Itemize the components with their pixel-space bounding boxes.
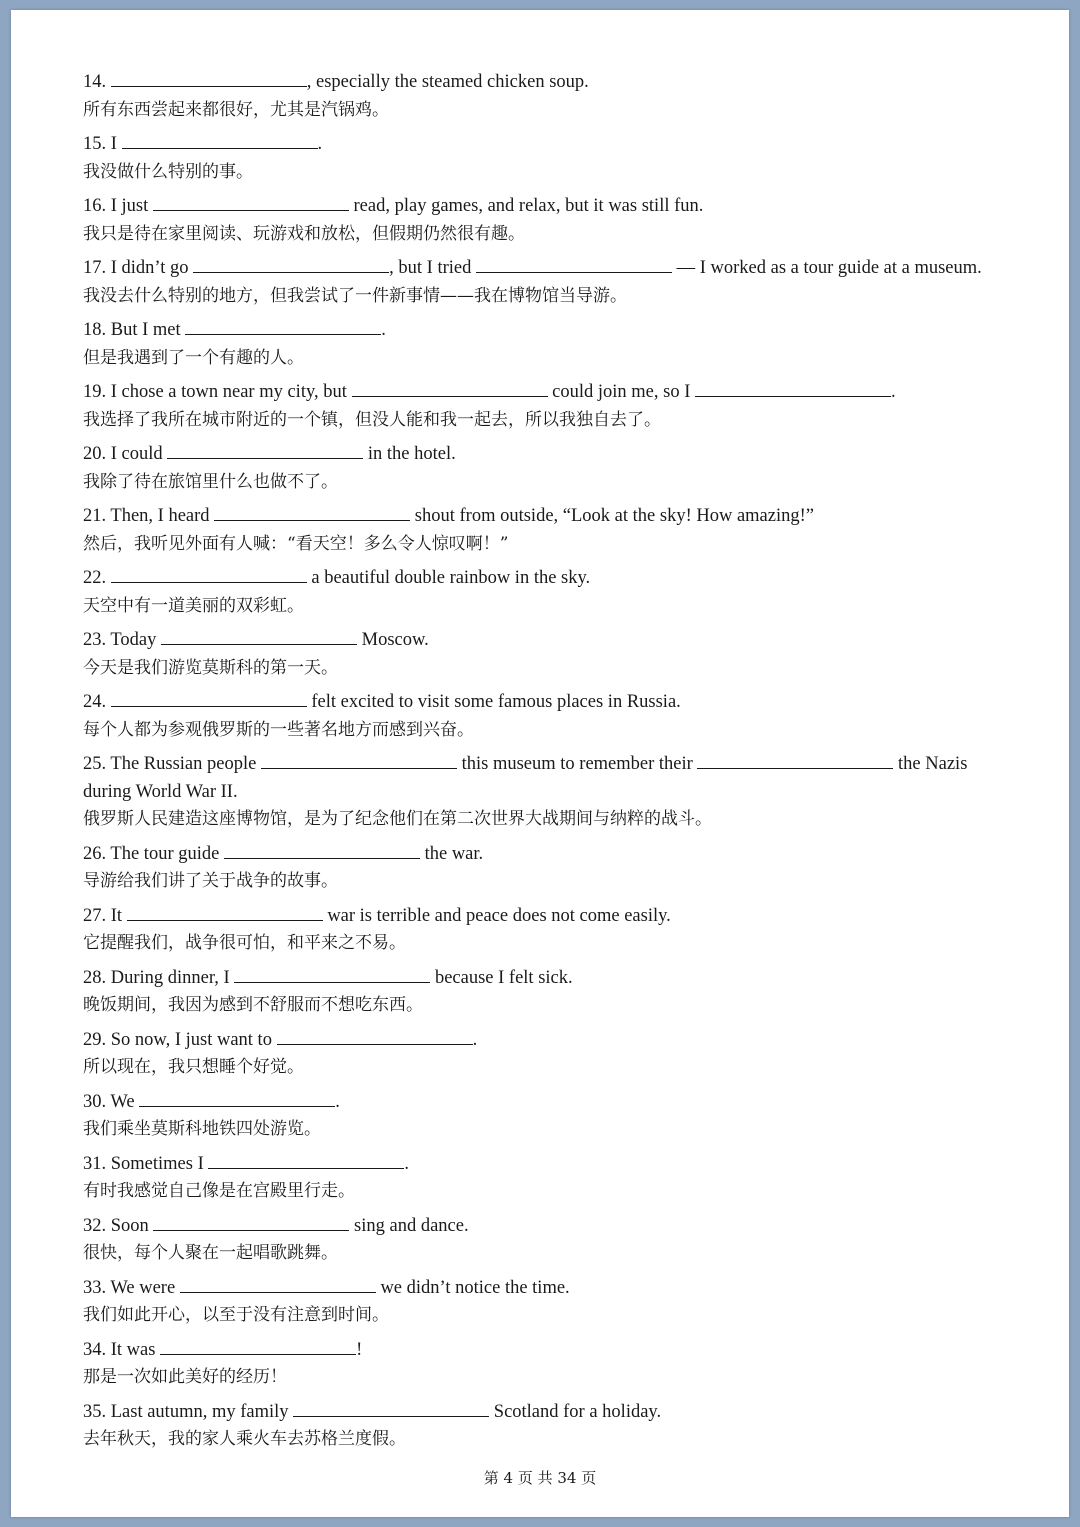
english-sentence: [83, 750, 983, 806]
chinese-translation: 我没去什么特别的地方，但我尝试了一件新事情——我在博物馆当导游。: [83, 285, 627, 306]
chinese-translation: 所有东西尝起来都很好，尤其是汽锅鸡。: [83, 99, 389, 120]
exercise-item: [83, 440, 983, 496]
english-sentence: [83, 440, 983, 469]
answer-blank[interactable]: [352, 378, 548, 397]
exercise-item: [83, 502, 983, 558]
english-sentence: [83, 964, 983, 993]
chinese-translation: 它提醒我们，战争很可怕，和平来之不易。: [83, 933, 406, 953]
sentence-text: the Nazis during World War II.: [83, 754, 968, 802]
sentence-text: 34. It was: [83, 1339, 161, 1360]
english-sentence: [83, 1150, 983, 1179]
document-page: [11, 10, 1069, 1517]
sentence-text: 31. Sometimes I: [83, 1153, 209, 1174]
sentence-text: !: [356, 1339, 363, 1360]
chinese-translation: 然后，我听见外面有人喊：“看天空！多么令人惊叹啊！”: [83, 533, 509, 554]
exercise-item: [83, 1026, 983, 1082]
sentence-text: 22.: [83, 568, 111, 588]
answer-blank[interactable]: [153, 1212, 349, 1231]
exercise-item: [83, 254, 983, 310]
answer-blank[interactable]: [277, 1026, 473, 1045]
sentence-text: .: [891, 382, 896, 402]
answer-blank[interactable]: [185, 316, 381, 335]
answer-blank[interactable]: [160, 1336, 356, 1355]
sentence-text: 19. I chose a town near my city, but: [83, 382, 352, 402]
answer-blank[interactable]: [127, 902, 323, 921]
english-sentence: [83, 1212, 983, 1241]
sentence-text: Scotland for a holiday.: [489, 1401, 662, 1422]
english-sentence: [83, 626, 983, 655]
sentence-text: 30. We: [83, 1091, 140, 1112]
exercise-item: [83, 1150, 983, 1206]
exercise-item: [83, 130, 983, 186]
sentence-text: felt excited to visit some famous places in Russia.: [306, 692, 681, 712]
chinese-translation: 我只是待在家里阅读、玩游戏和放松，但假期仍然很有趣。: [83, 223, 525, 244]
exercise-item: [83, 964, 983, 1020]
sentence-text: the war.: [419, 843, 484, 864]
answer-blank[interactable]: [161, 626, 357, 645]
english-sentence: [83, 840, 983, 869]
answer-blank[interactable]: [234, 964, 430, 983]
exercise-item: [83, 902, 983, 958]
chinese-translation: 所以现在，我只想睡个好觉。: [83, 1057, 304, 1077]
sentence-text: 23. Today: [83, 630, 162, 650]
sentence-text: .: [381, 320, 386, 340]
english-sentence: [83, 130, 983, 159]
chinese-translation: 导游给我们讲了关于战争的故事。: [83, 871, 338, 891]
chinese-translation: 天空中有一道美丽的双彩虹。: [83, 595, 304, 616]
sentence-text: .: [472, 1029, 478, 1050]
exercise-item: [83, 1212, 983, 1268]
english-sentence: [83, 688, 983, 717]
answer-blank[interactable]: [695, 378, 891, 397]
chinese-translation: 但是我遇到了一个有趣的人。: [83, 347, 304, 368]
answer-blank[interactable]: [180, 1274, 376, 1293]
sentence-text: 18. But I met: [83, 320, 186, 340]
english-sentence: [83, 1088, 983, 1117]
sentence-text: read, play games, and relax, but it was still fun.: [348, 196, 704, 216]
answer-blank[interactable]: [208, 1150, 404, 1169]
exercise-item: [83, 378, 983, 434]
sentence-text: 25. The Russian people: [83, 754, 261, 774]
answer-blank[interactable]: [261, 750, 457, 769]
answer-blank[interactable]: [224, 840, 420, 859]
sentence-text: 15. I: [83, 134, 122, 154]
answer-blank[interactable]: [111, 68, 307, 87]
exercise-item: [83, 564, 983, 620]
sentence-text: shout from outside, “Look at the sky! How amazing!”: [410, 506, 814, 526]
sentence-text: .: [335, 1091, 340, 1112]
exercise-item: [83, 750, 983, 834]
english-sentence: [83, 1336, 983, 1365]
english-sentence: [83, 378, 983, 407]
sentence-text: — I worked as a tour guide at a museum.: [671, 258, 982, 278]
english-sentence: [83, 1274, 983, 1303]
sentence-text: war is terrible and peace does not come easily.: [322, 905, 671, 926]
sentence-text: .: [404, 1153, 410, 1174]
answer-blank[interactable]: [293, 1398, 489, 1417]
sentence-text: 27. It: [83, 905, 127, 926]
chinese-translation: 今天是我们游览莫斯科的第一天。: [83, 657, 338, 678]
sentence-text: we didn’t notice the time.: [375, 1277, 570, 1298]
english-sentence: [83, 1026, 983, 1055]
sentence-text: 28. During dinner, I: [83, 967, 235, 988]
exercise-item: [83, 626, 983, 682]
chinese-translation: 很快，每个人聚在一起唱歌跳舞。: [83, 1243, 338, 1263]
chinese-translation: 有时我感觉自己像是在宫殿里行走。: [83, 1181, 355, 1201]
exercise-item: [83, 1336, 983, 1392]
sentence-text: 17. I didn’t go: [83, 258, 194, 278]
sentence-text: , but I tried: [389, 258, 476, 278]
chinese-translation: 我没做什么特别的事。: [83, 161, 253, 182]
chinese-translation: 我们乘坐莫斯科地铁四处游览。: [83, 1119, 321, 1139]
chinese-translation: 去年秋天，我的家人乘火车去苏格兰度假。: [83, 1429, 406, 1449]
sentence-text: 21. Then, I heard: [83, 506, 215, 526]
exercise-item: [83, 1398, 983, 1454]
answer-blank[interactable]: [214, 502, 410, 521]
sentence-text: because I felt sick.: [430, 967, 573, 988]
sentence-text: sing and dance.: [349, 1215, 469, 1236]
sentence-text: 24.: [83, 692, 111, 712]
english-sentence: [83, 502, 983, 531]
chinese-translation: 晚饭期间，我因为感到不舒服而不想吃东西。: [83, 995, 423, 1015]
sentence-text: 35. Last autumn, my family: [83, 1401, 294, 1422]
answer-blank[interactable]: [697, 750, 893, 769]
exercise-list: [83, 68, 983, 1460]
exercise-item: [83, 1274, 983, 1330]
sentence-text: 16. I just: [83, 196, 153, 216]
sentence-text: .: [317, 134, 323, 154]
chinese-translation: 那是一次如此美好的经历！: [83, 1367, 287, 1387]
answer-blank[interactable]: [167, 440, 363, 459]
sentence-text: 29. So now, I just want to: [83, 1029, 277, 1050]
sentence-text: 33. We were: [83, 1277, 180, 1298]
sentence-text: Moscow.: [357, 630, 429, 650]
exercise-item: [83, 840, 983, 896]
chinese-translation: 每个人都为参观俄罗斯的一些著名地方而感到兴奋。: [83, 719, 474, 740]
english-sentence: [83, 316, 983, 345]
answer-blank[interactable]: [111, 688, 307, 707]
answer-blank[interactable]: [476, 254, 672, 273]
sentence-text: could join me, so I: [547, 382, 695, 402]
english-sentence: [83, 68, 983, 97]
english-sentence: [83, 192, 983, 221]
english-sentence: [83, 564, 983, 593]
sentence-text: 32. Soon: [83, 1215, 154, 1236]
chinese-translation: 我选择了我所在城市附近的一个镇，但没人能和我一起去，所以我独自去了。: [83, 409, 661, 430]
answer-blank[interactable]: [122, 130, 318, 149]
chinese-translation: 我们如此开心，以至于没有注意到时间。: [83, 1305, 389, 1325]
sentence-text: a beautiful double rainbow in the sky.: [306, 568, 591, 588]
page-footer: 第 4 页 共 34 页: [483, 1469, 597, 1487]
sentence-text: 20. I could: [83, 444, 168, 464]
answer-blank[interactable]: [193, 254, 389, 273]
sentence-text: this museum to remember their: [456, 754, 698, 774]
answer-blank[interactable]: [153, 192, 349, 211]
answer-blank[interactable]: [139, 1088, 335, 1107]
sentence-text: in the hotel.: [363, 444, 456, 464]
chinese-translation: 我除了待在旅馆里什么也做不了。: [83, 471, 338, 492]
english-sentence: [83, 254, 983, 283]
exercise-item: [83, 688, 983, 744]
english-sentence: [83, 1398, 983, 1427]
exercise-item: [83, 192, 983, 248]
chinese-translation: 俄罗斯人民建造这座博物馆，是为了纪念他们在第二次世界大战期间与纳粹的战斗。: [83, 809, 712, 829]
sentence-text: 26. The tour guide: [83, 843, 224, 864]
sentence-text: , especially the steamed chicken soup.: [306, 72, 589, 92]
english-sentence: [83, 902, 983, 931]
exercise-item: [83, 1088, 983, 1144]
exercise-item: [83, 68, 983, 124]
exercise-item: [83, 316, 983, 372]
sentence-text: 14.: [83, 72, 111, 92]
answer-blank[interactable]: [111, 564, 307, 583]
